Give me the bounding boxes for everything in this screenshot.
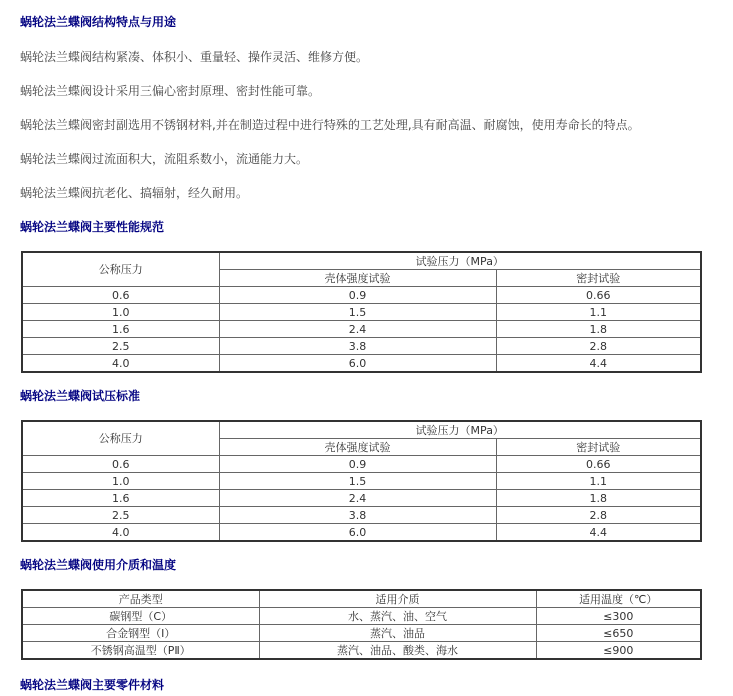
features-paragraph-4: 蜗轮法兰蝶阀过流面积大，流阻系数小，流通能力大。 xyxy=(20,152,309,166)
header-nominal-pressure: 公称压力 xyxy=(22,421,219,456)
section-title-test-standard: 蜗轮法兰蝶阀试压标准 xyxy=(20,389,141,403)
table-row xyxy=(22,456,701,473)
table-cell: 1.0 xyxy=(22,473,219,490)
table-cell: ≤650 xyxy=(536,625,701,642)
header-product-type: 产品类型 xyxy=(22,590,259,608)
media-temperature-table xyxy=(21,589,702,660)
table-cell: 0.6 xyxy=(22,456,219,473)
table-cell: 0.66 xyxy=(496,456,701,473)
table-cell: 2.8 xyxy=(496,507,701,524)
section-title-materials: 蜗轮法兰蝶阀主要零件材料 xyxy=(20,678,165,692)
table-cell: 碳钢型（C） xyxy=(22,608,259,625)
table-cell: 6.0 xyxy=(219,524,496,542)
table-row xyxy=(22,304,701,321)
table-cell: 不锈钢高温型（PⅡ） xyxy=(22,642,259,660)
features-paragraph-1: 蜗轮法兰蝶阀结构紧凑、体积小、重量轻、操作灵活、维修方便。 xyxy=(20,50,369,64)
table-cell: 2.8 xyxy=(496,338,701,355)
header-nominal-pressure: 公称压力 xyxy=(22,252,219,287)
table-cell: 0.66 xyxy=(496,287,701,304)
header-temperature: 适用温度（℃） xyxy=(536,590,701,608)
table-cell: 2.4 xyxy=(219,490,496,507)
table-cell: 1.5 xyxy=(219,473,496,490)
header-shell-strength-test: 壳体强度试验 xyxy=(219,270,496,287)
table-cell: 0.9 xyxy=(219,287,496,304)
table-cell: 1.5 xyxy=(219,304,496,321)
table-row xyxy=(22,625,701,642)
table-cell: 0.6 xyxy=(22,287,219,304)
features-paragraph-2: 蜗轮法兰蝶阀设计采用三偏心密封原理、密封性能可靠。 xyxy=(20,84,321,98)
table-cell: 1.8 xyxy=(496,321,701,338)
table-row xyxy=(22,608,701,625)
table-cell: 蒸汽、油品 xyxy=(259,625,536,642)
table-row xyxy=(22,473,701,490)
table-cell: ≤900 xyxy=(536,642,701,660)
table-cell: 0.9 xyxy=(219,456,496,473)
section-title-performance: 蜗轮法兰蝶阀主要性能规范 xyxy=(20,220,165,234)
header-medium: 适用介质 xyxy=(259,590,536,608)
table-row xyxy=(22,524,701,542)
features-paragraph-5: 蜗轮法兰蝶阀抗老化、搞辐射，经久耐用。 xyxy=(20,186,249,200)
header-test-pressure: 试验压力（MPa） xyxy=(219,252,701,270)
table-cell: 1.0 xyxy=(22,304,219,321)
header-shell-strength-test: 壳体强度试验 xyxy=(219,439,496,456)
table-cell: ≤300 xyxy=(536,608,701,625)
table-cell: 2.4 xyxy=(219,321,496,338)
table-cell: 2.5 xyxy=(22,338,219,355)
table-cell: 4.0 xyxy=(22,524,219,542)
table-row xyxy=(22,287,701,304)
header-seal-test: 密封试验 xyxy=(496,439,701,456)
table-cell: 合金钢型（I） xyxy=(22,625,259,642)
table-row xyxy=(22,642,701,660)
table-row xyxy=(22,355,701,373)
table-cell: 4.4 xyxy=(496,524,701,542)
table-cell: 水、蒸汽、油、空气 xyxy=(259,608,536,625)
table-row xyxy=(22,490,701,507)
section-title-features: 蜗轮法兰蝶阀结构特点与用途 xyxy=(20,15,177,29)
test-standard-table xyxy=(21,420,702,542)
section-title-media: 蜗轮法兰蝶阀使用介质和温度 xyxy=(20,558,177,572)
table-cell: 2.5 xyxy=(22,507,219,524)
table-cell: 蒸汽、油品、酸类、海水 xyxy=(259,642,536,660)
header-seal-test: 密封试验 xyxy=(496,270,701,287)
table-cell: 1.6 xyxy=(22,321,219,338)
table-cell: 1.1 xyxy=(496,304,701,321)
table-row xyxy=(22,507,701,524)
features-paragraph-3: 蜗轮法兰蝶阀密封副选用不锈钢材料,并在制造过程中进行特殊的工艺处理,具有耐高温、耐腐蚀，使用寿命长的特点。 xyxy=(20,118,640,132)
table-cell: 4.0 xyxy=(22,355,219,373)
table-cell: 6.0 xyxy=(219,355,496,373)
table-cell: 1.1 xyxy=(496,473,701,490)
table-cell: 3.8 xyxy=(219,338,496,355)
table-cell: 4.4 xyxy=(496,355,701,373)
table-cell: 1.8 xyxy=(496,490,701,507)
table-cell: 3.8 xyxy=(219,507,496,524)
performance-table xyxy=(21,251,702,373)
header-test-pressure: 试验压力（MPa） xyxy=(219,421,701,439)
table-row xyxy=(22,338,701,355)
table-row xyxy=(22,321,701,338)
table-cell: 1.6 xyxy=(22,490,219,507)
